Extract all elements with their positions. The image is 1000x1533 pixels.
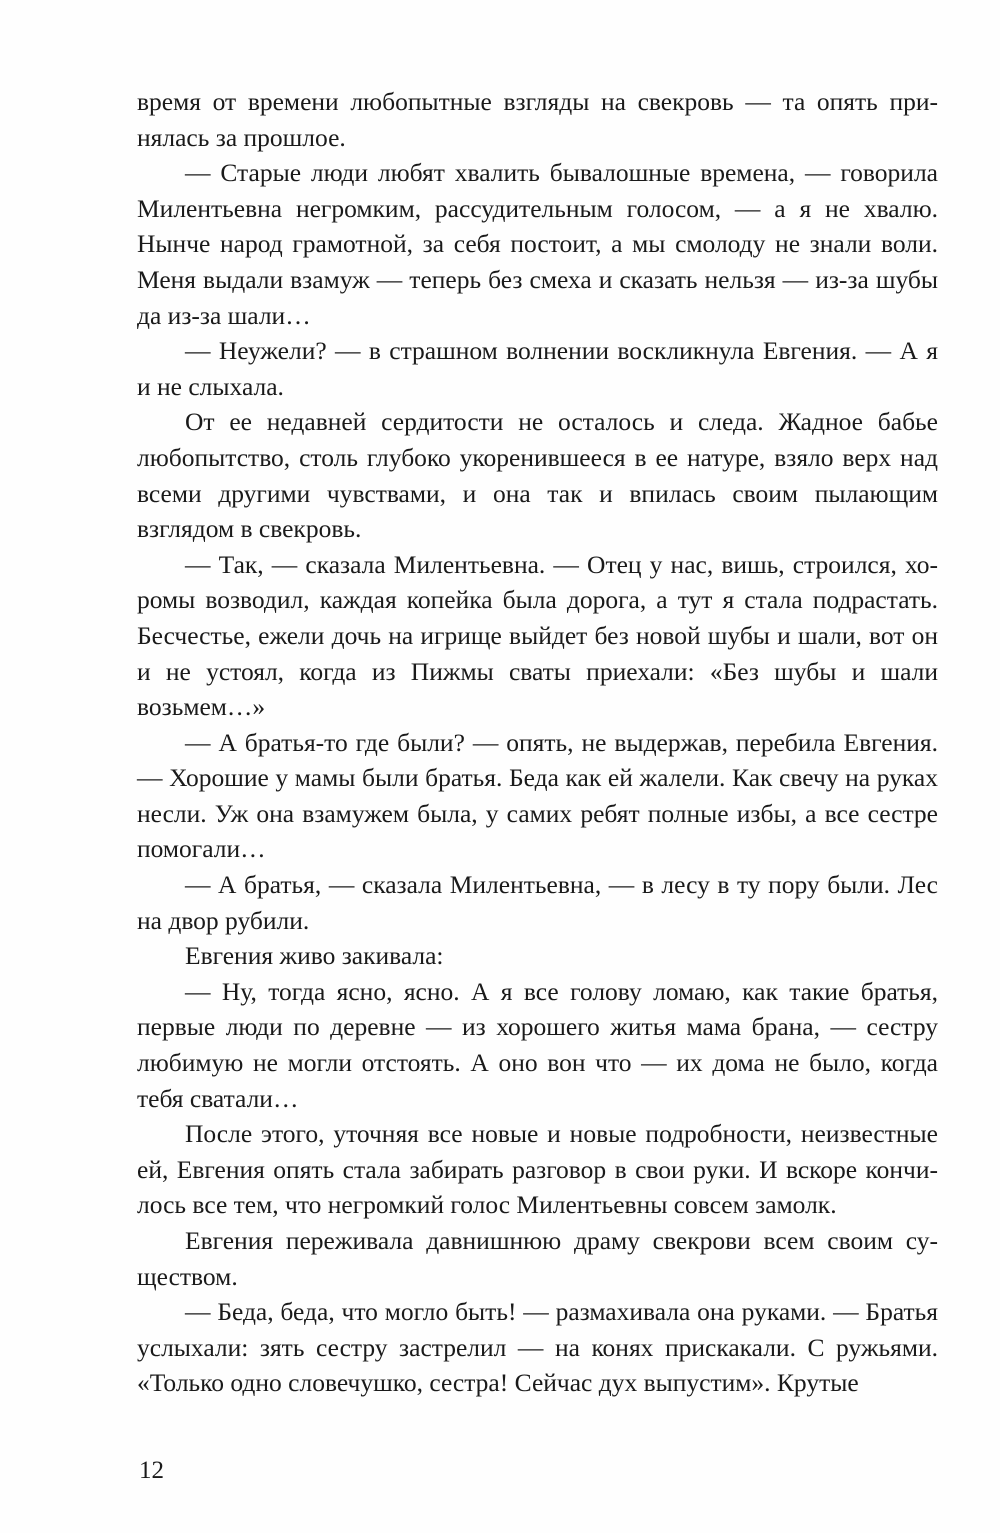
page-number: 12 [139, 1457, 164, 1484]
paragraph-6: — А братья-то где были? — опять, не выдержав, перебила Евгения. — Хорошие у мамы были братья. Беда как ей жалели. Как свечу на руках несли. Уж она взамужем была, у самих ребят полные избы, а все сестре помогали… [137, 727, 938, 864]
paragraph-5: — Так, — сказала Милентьевна. — Отец у нас, вишь, строился, хоромы возводил, каждая копейка была дорога, а тут я стала подрастать. Бесчестье, ежели дочь на игрище выйдет без новой шубы и шали, вот он и не устоял, когда из Пижмы сваты приехали: «Без шубы и шали возьмем…» [137, 549, 938, 722]
paragraph-10: После этого, уточняя все новые и новые подробности, неизвестные ей, Евгения опять стала забирать разговор в свои руки. И вскоре кончилось все тем, что негромкий голос Милентьевны совсем замолк. [137, 1119, 938, 1220]
paragraph-9: — Ну, тогда ясно, ясно. А я все голову ломаю, как такие братья, первые люди по деревне — из хорошего житья мама брана, — сестру любимую не могли отстоять. А оно вон что — их дома не было, когда тебя сватали… [137, 976, 938, 1113]
paragraph-7: — А братья, — сказала Милентьевна, — в лесу в ту пору были. Лес на двор рубили. [137, 870, 938, 935]
paragraph-8: Евгения живо закивала: [185, 941, 444, 971]
page-text [137, 84, 938, 1401]
paragraph-1: время от времени любопытные взгляды на свекровь — та опять принялась за прошлое. [137, 87, 938, 152]
paragraph-2: — Старые люди любят хвалить бывалошные времена, — говорила Милентьевна негромким, рассудительным голосом, — а я не хвалю. Нынче народ грамотной, за себя постоит, а мы смолоду не знали воли. Меня выдали взамуж — теперь без смеха и сказать нельзя — из-за шубы да из-за шали… [137, 158, 938, 330]
paragraph-4: От ее недавней сердитости не осталось и следа. Жадное бабье любопытство, столь глубоко укоренившееся в ее натуре, взяло верх над всеми другими чувствами, и она так и впилась своим пылающим взглядом в свекровь. [137, 407, 938, 544]
paragraph-12: — Беда, беда, что могло быть! — размахивала она руками. — Братья услыхали: зять сестру застрелил — на конях прискакали. С ружьями. «Только одно словечушко, сестра! Сейчас дух выпустим». Крутые [137, 1297, 938, 1398]
paragraph-3: — Неужели? — в страшном волнении воскликнула Евгения. — А я и не слыхала. [137, 336, 938, 401]
paragraph-11: Евгения переживала давнишнюю драму свекрови всем своим существом. [137, 1226, 938, 1291]
